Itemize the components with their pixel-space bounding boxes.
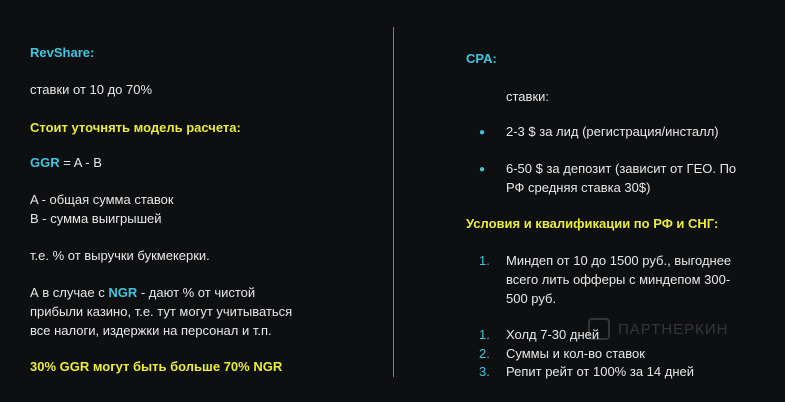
cpa-rates-label: ставки: [506,89,550,104]
list-number: 2. [479,346,490,361]
clarify-heading: Стоит уточнять модель расчета: [30,120,241,135]
conditions-heading: Условия и квалификации по РФ и СНГ: [466,216,719,231]
bullet-lead: 2-3 $ за лид (регистрация/инсталл) [506,124,719,139]
ggr-formula [30,153,102,172]
repeat-rate-item: Репит рейт от 100% за 14 дней [506,364,694,379]
mindep-line-2: всего лить офферы с миндепом 300- [506,272,731,287]
mindep-line-3: 500 руб. [506,291,557,306]
ngr-line-3: все налоги, издержки на персонал и т.п. [30,323,272,338]
conclusion: 30% GGR могут быть больше 70% NGR [30,359,283,374]
bullet-deposit-cont: РФ средняя ставка 30$) [506,180,651,195]
bullet-marker: ● [479,127,486,138]
ngr-label: NGR [108,285,138,300]
mindep-line-1: Миндеп от 10 до 1500 руб., выгоднее [506,253,732,268]
watermark [588,318,728,340]
list-number: 3. [479,364,490,379]
column-divider [393,27,394,377]
line-a: A - общая сумма ставок [30,192,174,207]
ngr-post: - дают % от чистой [137,285,256,300]
ngr-line-2: прибыли казино, т.е. тут могут учитываться [30,304,293,319]
ggr-formula-text: = A - B [59,155,102,170]
line-b: B - сумма выигрышей [30,211,162,226]
hold-item: Холд 7-30 дней [506,327,600,342]
bullet-marker: ● [479,164,486,175]
ngr-line-1 [30,283,255,302]
partnerkin-logo-icon [588,318,610,340]
ngr-pre: А в случае с [30,285,109,300]
ggr-label: GGR [30,155,60,170]
bullet-deposit: 6-50 $ за депозит (зависит от ГЕО. По [506,161,737,176]
list-number: 1. [479,253,490,268]
cpa-title: CPA: [466,51,497,66]
revenue-note: т.е. % от выручки букмекерки. [30,248,210,263]
list-number: 1. [479,327,490,342]
revshare-rates: ставки от 10 до 70% [30,82,153,97]
bets-item: Суммы и кол-во ставок [506,346,645,361]
watermark-text: ПАРТНЕРКИН [618,320,729,338]
revshare-title: RevShare: [30,45,95,60]
